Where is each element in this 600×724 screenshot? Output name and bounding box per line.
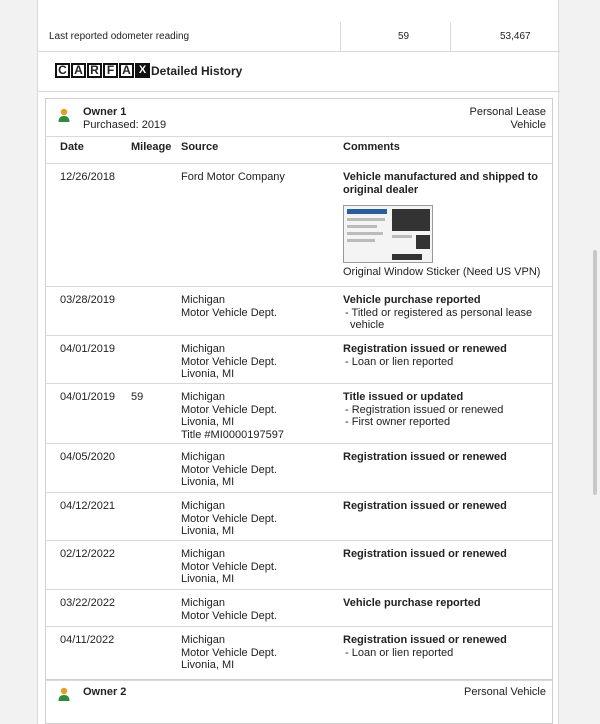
logo-letter: X <box>135 63 150 78</box>
source-line: Livonia, MI <box>181 659 235 671</box>
source-line: Michigan <box>181 548 226 560</box>
divider <box>450 22 451 52</box>
comment-title: Registration issued or renewed <box>343 500 507 512</box>
row-comments <box>343 391 543 429</box>
row-date: 12/26/2018 <box>60 171 116 183</box>
row-comments <box>343 343 543 368</box>
owner-1-header <box>46 99 552 137</box>
owner-name: Owner 1 <box>83 106 127 118</box>
table-row <box>46 384 552 444</box>
odometer-value-2: 53,467 <box>500 31 531 42</box>
row-date: 04/11/2022 <box>60 634 115 646</box>
row-comments <box>343 548 543 561</box>
odometer-value-1: 59 <box>398 31 410 42</box>
owner-type: Personal Vehicle <box>464 686 546 698</box>
source-line: Livonia, MI <box>181 525 235 537</box>
comment-detail: - Titled or registered as personal lease vehicle <box>345 306 533 331</box>
owner-purchased: Purchased: 2019 <box>83 119 167 131</box>
comment-title: Vehicle purchase reported <box>343 294 481 306</box>
comment-title: Registration issued or renewed <box>343 548 507 560</box>
report-page <box>37 0 559 724</box>
comment-title: Registration issued or renewed <box>343 343 507 355</box>
table-row <box>46 336 552 384</box>
source-line: Michigan <box>181 597 226 609</box>
source-line: Motor Vehicle Dept. <box>181 355 277 368</box>
comment-detail: - Loan or lien reported <box>345 646 454 659</box>
row-comments <box>343 451 543 464</box>
table-row <box>46 287 552 336</box>
source-line: Motor Vehicle Dept. <box>181 306 277 319</box>
person-icon <box>58 687 70 701</box>
row-source <box>181 171 331 184</box>
comment-title: Vehicle purchase reported <box>343 597 481 609</box>
source-line: Michigan <box>181 634 226 646</box>
section-title: Detailed History <box>151 64 243 78</box>
table-row <box>46 627 552 681</box>
source-line: Livonia, MI <box>181 476 235 488</box>
row-source <box>181 634 331 672</box>
odometer-label: Last reported odometer reading <box>49 31 190 42</box>
row-source <box>181 500 331 538</box>
source-line: Livonia, MI <box>181 416 235 428</box>
row-date: 04/12/2021 <box>60 500 116 512</box>
row-source <box>181 343 331 381</box>
logo-letter: A <box>71 63 86 78</box>
source-line: Motor Vehicle Dept. <box>181 463 277 476</box>
table-row <box>46 493 552 541</box>
table-row <box>46 444 552 493</box>
scrollbar-thumb[interactable] <box>593 250 597 495</box>
row-comments <box>343 634 543 659</box>
owner-1-card <box>45 98 553 680</box>
row-source <box>181 597 331 622</box>
comment-title: Registration issued or renewed <box>343 634 507 646</box>
row-comments <box>343 294 543 332</box>
divider <box>340 22 341 52</box>
row-date: 03/28/2019 <box>60 294 116 306</box>
sticker-caption: Original Window Sticker (Need US VPN) <box>343 266 541 278</box>
owner-type: Personal Lease Vehicle <box>469 106 546 131</box>
source-line: Motor Vehicle Dept. <box>181 403 277 416</box>
row-date: 04/05/2020 <box>60 451 116 463</box>
source-line: Michigan <box>181 500 226 512</box>
owner-name: Owner 2 <box>83 686 127 698</box>
owner-2-card <box>45 680 553 724</box>
column-header-date: Date <box>60 141 84 153</box>
source-line: Ford Motor Company <box>181 171 285 183</box>
comment-title: Registration issued or renewed <box>343 451 507 463</box>
person-icon <box>58 108 70 122</box>
source-line: Motor Vehicle Dept. <box>181 512 277 525</box>
row-source <box>181 391 331 441</box>
table-row <box>46 164 552 287</box>
source-line: Motor Vehicle Dept. <box>181 609 277 622</box>
source-line: Motor Vehicle Dept. <box>181 646 277 659</box>
column-header-comments: Comments <box>343 141 400 153</box>
detailed-history-header <box>38 52 560 92</box>
comment-title: Title issued or updated <box>343 391 464 403</box>
carfax-logo <box>55 63 151 78</box>
source-line: Michigan <box>181 294 226 306</box>
comment-detail: - Registration issued or renewed <box>345 403 504 416</box>
source-line: Michigan <box>181 451 226 463</box>
comment-detail: - First owner reported <box>345 416 451 428</box>
row-comments <box>343 597 543 610</box>
logo-letter: A <box>119 63 134 78</box>
row-comments <box>343 500 543 513</box>
source-line: Livonia, MI <box>181 573 235 585</box>
comment-title: Vehicle manufactured and shipped to original dealer <box>343 171 538 196</box>
row-comments <box>343 171 543 279</box>
table-row <box>46 590 552 627</box>
row-source <box>181 548 331 586</box>
source-line: Livonia, MI <box>181 368 235 380</box>
table-row <box>46 541 552 590</box>
row-date: 04/01/2019 <box>60 391 116 403</box>
row-mileage: 59 <box>131 391 144 403</box>
logo-letter: R <box>87 63 102 78</box>
row-date: 02/12/2022 <box>60 548 116 560</box>
column-header-mileage: Mileage <box>131 141 172 153</box>
row-source <box>181 294 331 319</box>
odometer-row <box>38 22 560 52</box>
source-line: Title #MI0000197597 <box>181 428 284 441</box>
row-date: 03/22/2022 <box>60 597 116 609</box>
row-date: 04/01/2019 <box>60 343 116 355</box>
source-line: Michigan <box>181 391 226 403</box>
source-line: Michigan <box>181 343 226 355</box>
column-header-source: Source <box>181 141 219 153</box>
logo-letter: F <box>103 63 118 78</box>
row-source <box>181 451 331 489</box>
window-sticker-thumbnail[interactable] <box>343 205 433 263</box>
comment-detail: - Loan or lien reported <box>345 355 454 368</box>
source-line: Motor Vehicle Dept. <box>181 560 277 573</box>
logo-letter: C <box>55 63 70 78</box>
